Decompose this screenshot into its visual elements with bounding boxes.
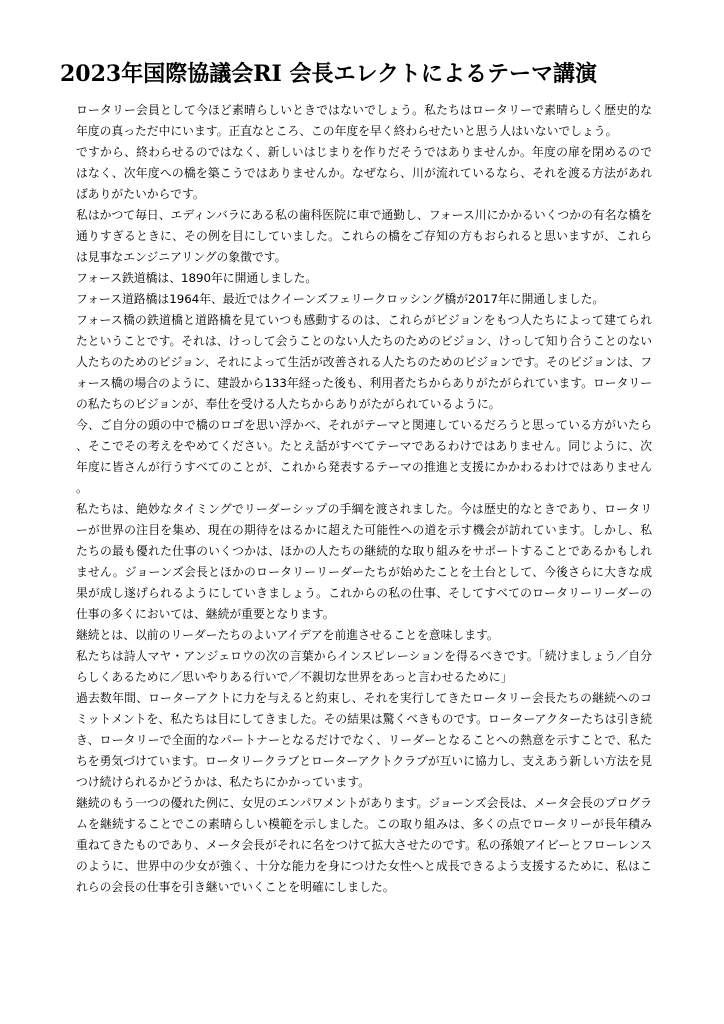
- paragraph: ロータリー会員として今ほど素晴らしいときではないでしょう。私たちはロータリーで素晴らしく歴史的な年度の真っただ中にいます。正直なところ、この年度を早く終わらせたいと思う人はいないでしょう。: [76, 103, 652, 138]
- paragraph: フォース鉄道橋は、1890年に開通しました。: [76, 271, 318, 285]
- document-body: [76, 100, 652, 898]
- paragraph: 今、ご自分の頭の中で橋のロゴを思い浮かべ、それがテーマと関連しているだろうと思っている方がいたら、そこでその考えをやめてください。たとえ話がすべてテーマであるわけではありません。同じように、次年度に皆さんが行うすべてのことが、これから発表するテーマの推進と支援にかかわるわけではありません。: [76, 418, 652, 495]
- paragraph: ですから、終わらせるのではなく、新しいはじまりを作りだそうではありませんか。年度の扉を閉めるのではなく、次年度への橋を築こうではありませんか。なぜなら、川が流れているなら、それを渡る方法があればありがたいからです。: [76, 145, 652, 201]
- paragraph: フォース道路橋は1964年、最近ではクイーンズフェリークロッシング橋が2017年に開通しました。: [76, 292, 605, 306]
- paragraph: 継続とは、以前のリーダーたちのよいアイデアを前進させることを意味します。: [76, 628, 499, 642]
- paragraph: 私たちは詩人マヤ・アンジェロウの次の言葉からインスピレーションを得るべきです。「続けましょう／自分らしくあるために／思いやりある行いで／不親切な世界をあっと言わせるために」: [76, 649, 652, 684]
- paragraph: 過去数年間、ローターアクトに力を与えると約束し、それを実行してきたロータリー会長たちの継続へのコミットメントを、私たちは目にしてきました。その結果は驚くべきものです。ローターアクターたちは引き続き、ロータリーで全面的なパートナーとなるだけでなく、リーダーとなることへの熱意を示すことで、私たちを勇気づけています。ロータリークラブとローターアクトクラブが互いに協力し、支えあう新しい方法を見つけ続けられるかどうかは、私たちにかかっています。: [76, 691, 652, 789]
- paragraph: 私はかつて毎日、エディンバラにある私の歯科医院に車で通勤し、フォース川にかかるいくつかの有名な橋を通りすぎるときに、その例を目にしていました。これらの橋をご存知の方もおられると思いますが、これらは見事なエンジニアリングの象徴です。: [76, 208, 652, 264]
- paragraph: フォース橋の鉄道橋と道路橋を見ていつも感動するのは、これらがビジョンをもつ人たちによって建てられたということです。それは、けっして会うことのない人たちのためのビジョン、けっして知り合うことのない人たちのためのビジョン、それによって生活が改善される人たちのためのビジョンです。そのビジョンは、フォース橋の場合のように、建設から133年経った後も、利用者たちからありがたがられています。ロータリーの私たちのビジョンが、奉仕を受ける人たちからありがたがられているように。: [76, 313, 652, 411]
- page-title: 2023年国際協議会RI 会長エレクトによるテーマ講演: [60, 61, 598, 87]
- paragraph: 継続のもう一つの優れた例に、女児のエンパワメントがあります。ジョーンズ会長は、メータ会長のプログラムを継続することでこの素晴らしい模範を示しました。この取り組みは、多くの点でロータリーが長年積み重ねてきたものであり、メータ会長がそれに名をつけて拡大させたのです。私の孫娘アイビーとフローレンスのように、世界中の少女が強く、十分な能力を身につけた女性へと成長できるよう支援するために、私はこれらの会長の仕事を引き継いでいくことを明確にしました。: [76, 796, 652, 894]
- paragraph: 私たちは、絶妙なタイミングでリーダーシップの手綱を渡されました。今は歴史的なときであり、ロータリーが世界の注目を集め、現在の期待をはるかに超えた可能性への道を示す機会が訪れています。しかし、私たちの最も優れた仕事のいくつかは、ほかの人たちの継続的な取り組みをサポートすることであるかもしれません。ジョーンズ会長とほかのロータリーリーダーたちが始めたことを土台として、今後さらに大きな成果が成し遂げられるようにしていきましょう。これからの私の仕事、そしてすべてのロータリーリーダーの仕事の多くにおいては、継続が重要となります。: [76, 502, 652, 621]
